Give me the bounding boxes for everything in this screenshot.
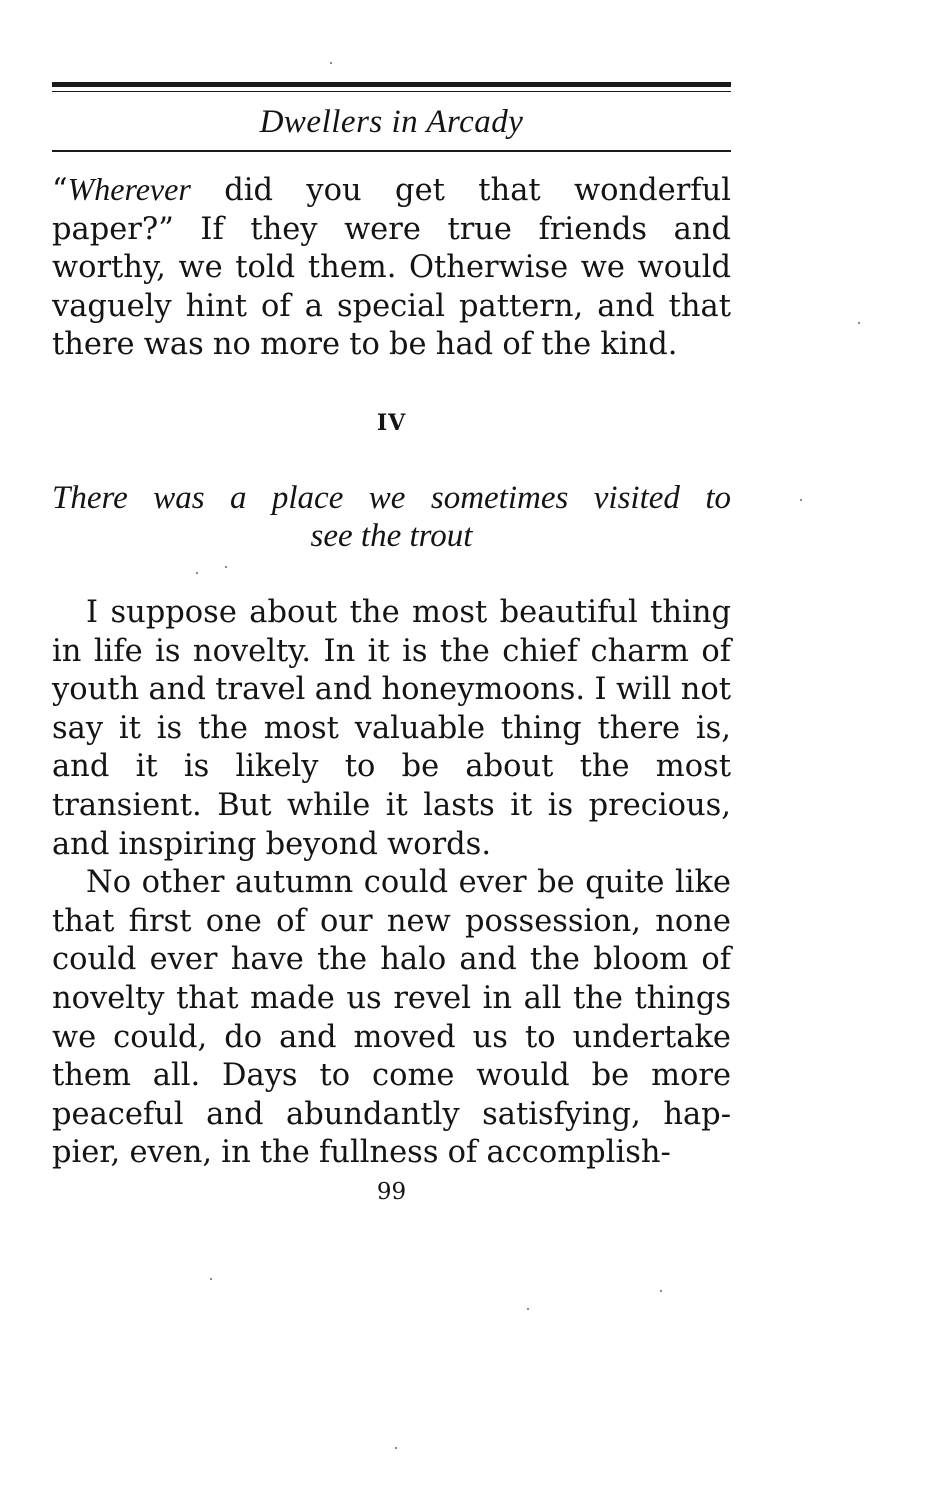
header-rule-thick <box>52 82 731 87</box>
section-title-line-2: see the trout <box>310 518 473 554</box>
section-title <box>52 479 731 555</box>
header-rule-thin <box>52 91 731 92</box>
paper-speck <box>800 499 802 501</box>
paper-speck <box>660 1290 662 1292</box>
page-number: 99 <box>376 1179 407 1205</box>
paper-speck <box>858 322 860 324</box>
paper-speck <box>330 62 332 64</box>
paragraph-continuation <box>52 170 731 365</box>
section-title-line-1: There was a place we sometimes visited to <box>52 480 731 516</box>
paper-speck <box>527 1308 529 1310</box>
paragraph-novelty: I suppose about the most beautiful thing in life is novelty. In it is the chief charm of youth and travel and honeymoons. I will not say it is the most valuable thing there is, and it is likely to be about the most transient. But while it lasts it is precious, and inspiring beyond words. <box>52 595 731 862</box>
paper-speck <box>210 1278 212 1280</box>
section-number: IV <box>376 410 407 436</box>
emphasis-wherever: Wherever <box>67 171 191 207</box>
paper-speck <box>225 566 227 568</box>
body-text <box>52 594 731 1173</box>
header-rule-bottom <box>52 150 731 152</box>
paragraph-text: did you get that wonderful paper?” If they were true friends and worthy, we told them. Otherwise we would vaguely hint of a special pattern, and that there was no more to be had of the kind. <box>52 173 731 363</box>
opening-quote: “ <box>52 173 68 208</box>
running-head: Dwellers in Arcady <box>259 104 524 140</box>
paragraph-autumn: No other autumn could ever be quite like that first one of our new possession, none could ever have the halo and the bloom of novelty that made us revel in all the things we could, do and moved us to undertake them all. Days to come would be more peaceful and abundantly satisfying, happier, even, in the fullness of accomplish- <box>52 865 731 1171</box>
paragraph <box>52 170 731 365</box>
paper-speck <box>395 1447 397 1449</box>
paper-speck <box>196 572 198 574</box>
